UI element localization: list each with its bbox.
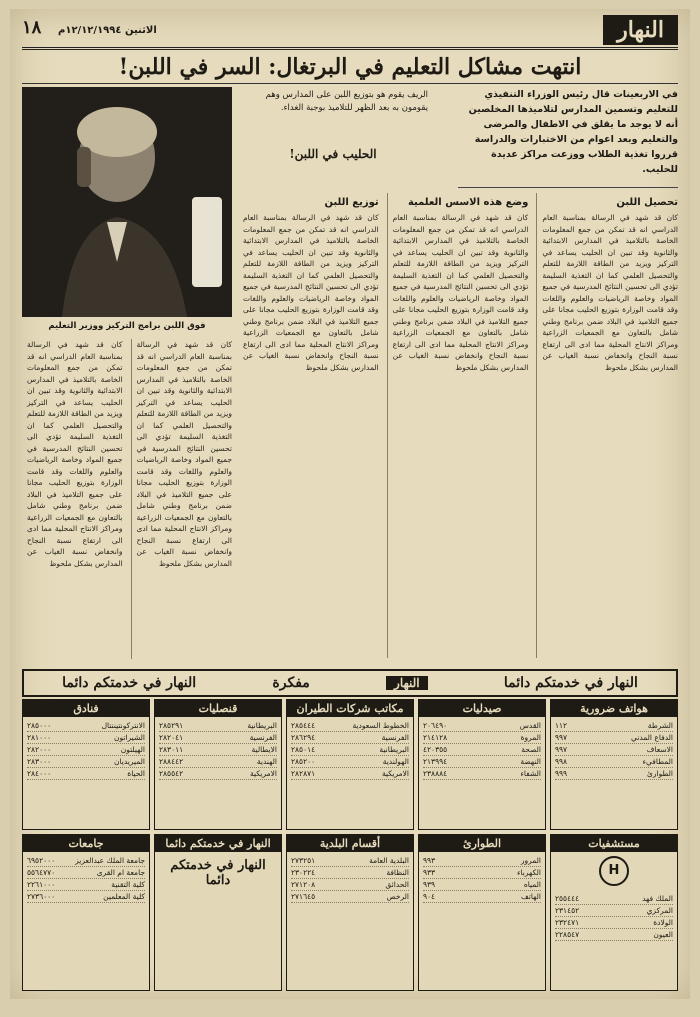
directory-card bbox=[154, 834, 282, 991]
directory-entry bbox=[423, 879, 541, 891]
entry-phone: ٢٨٣٠١١ bbox=[159, 745, 184, 754]
directory-card-title: أقسام البلدية bbox=[287, 835, 413, 852]
directory-entry bbox=[159, 732, 277, 744]
directory-entry bbox=[291, 756, 409, 768]
entry-name: الولادة bbox=[653, 918, 673, 927]
directory-card-title: قنصليات bbox=[155, 700, 281, 717]
entry-phone: ٢٨٥٠٠٠ bbox=[27, 721, 52, 730]
article-column bbox=[536, 193, 678, 658]
photo bbox=[22, 87, 232, 317]
entry-name: المياه bbox=[523, 880, 541, 889]
entry-name: الحدائق bbox=[385, 880, 409, 889]
masthead bbox=[22, 15, 678, 50]
directory-card-title: مكاتب شركات الطيران bbox=[287, 700, 413, 717]
directory-card bbox=[286, 834, 414, 991]
directory-entry bbox=[291, 744, 409, 756]
article-column bbox=[387, 193, 529, 658]
directory-entry bbox=[27, 879, 145, 891]
directory-card-title: جامعات bbox=[23, 835, 149, 852]
entry-phone: ٩٩٧ bbox=[555, 745, 568, 754]
entry-phone: ٢٨٢٨٧١ bbox=[291, 769, 316, 778]
dateline: الاثنين ١٢/١٢/١٩٩٤م bbox=[58, 25, 157, 36]
entry-phone: ٢٣٢٤٧١ bbox=[555, 918, 580, 927]
directory-grid bbox=[22, 699, 678, 991]
entry-name: القدس bbox=[519, 721, 541, 730]
entry-name: الهولندية bbox=[382, 757, 409, 766]
directory-card-title: هواتف ضرورية bbox=[551, 700, 677, 717]
directory-entry bbox=[423, 855, 541, 867]
directory-entry bbox=[291, 855, 409, 867]
entry-phone: ٩٣٩ bbox=[423, 880, 436, 889]
box-subheading: الحليب في اللبن! bbox=[289, 147, 377, 161]
entry-phone: ١١٢ bbox=[555, 721, 568, 730]
intro-text: الريف يقوم هو بتوزيع اللبن على المدارس وهم يقومون به بعد الظهر للتلاميذ بوجبة الغداء. bbox=[265, 90, 428, 113]
entry-phone: ٢٨٤٠٠٠ bbox=[27, 769, 52, 778]
directory-entry bbox=[291, 732, 409, 744]
subheading: توزيع اللبن bbox=[324, 197, 379, 208]
directory-entry bbox=[159, 720, 277, 732]
photo-caption: فوق اللبن برامج التركيز ووزير التعليم bbox=[48, 321, 206, 331]
subheading: تحصيل اللبن bbox=[616, 197, 678, 208]
entry-phone: ٢٣١٤٥٢ bbox=[555, 906, 580, 915]
entry-phone: ٢٨٦٢٩٤ bbox=[291, 733, 316, 742]
directory-entry bbox=[423, 744, 541, 756]
entry-phone: ٩٩٩ bbox=[555, 769, 568, 778]
entry-name: الكهرباء bbox=[516, 868, 541, 877]
entry-name: المطافيء bbox=[642, 757, 673, 766]
directory-entry bbox=[555, 732, 673, 744]
directory-entry bbox=[27, 732, 145, 744]
directory-card-title: الطوارئ bbox=[419, 835, 545, 852]
entry-name: الفرنسية bbox=[249, 733, 277, 742]
entry-name: الفرنسية bbox=[381, 733, 409, 742]
entry-name: جامعة ام القرى bbox=[96, 868, 145, 877]
entry-phone: ٢٨٥٢٩١ bbox=[159, 721, 184, 730]
newspaper-page bbox=[10, 9, 690, 999]
directory-entry bbox=[555, 756, 673, 768]
entry-name: الاسعاف bbox=[646, 745, 673, 754]
entry-phone: ٢٨٣٠٠٠ bbox=[27, 757, 52, 766]
directory-entry bbox=[291, 891, 409, 903]
entry-name: الرخص bbox=[386, 892, 409, 901]
entry-name: الهندية bbox=[256, 757, 277, 766]
entry-name: الطوارئ bbox=[647, 769, 673, 778]
directory-entry bbox=[27, 744, 145, 756]
entry-name: الشفاء bbox=[520, 769, 541, 778]
entry-phone: ٢٥٥٤٤٤ bbox=[555, 894, 580, 903]
directory-card bbox=[22, 699, 150, 830]
entry-name: البلدية العامة bbox=[369, 856, 409, 865]
band-slogan: النهار في خدمتكم دائما bbox=[503, 675, 638, 691]
entry-phone: ٢١٣٩٩٤ bbox=[423, 757, 448, 766]
entry-phone: ٩٣٣ bbox=[423, 868, 436, 877]
directory-card-title: صيدليات bbox=[419, 700, 545, 717]
logo: النهار bbox=[603, 15, 678, 45]
directory-entry bbox=[27, 867, 145, 879]
entry-name: الهيلتون bbox=[120, 745, 145, 754]
entry-phone: ٤٢٠٣٥٥ bbox=[423, 745, 448, 754]
entry-name: البريطانية bbox=[247, 721, 277, 730]
directory-entry bbox=[555, 917, 673, 929]
hospital-icon: H bbox=[599, 856, 629, 886]
entry-phone: ٢٧٣٢٥١ bbox=[291, 856, 316, 865]
band-tag: النهار bbox=[386, 676, 428, 690]
subheading: وضع هذه الاسس العلمية bbox=[407, 197, 529, 208]
promo-text: النهار في خدمتكم دائما bbox=[170, 858, 266, 888]
directory-entry bbox=[423, 768, 541, 780]
entry-phone: ٩٩٣ bbox=[423, 856, 436, 865]
entry-name: جامعة الملك عبدالعزيز bbox=[75, 856, 145, 865]
article-column bbox=[238, 193, 379, 658]
ad-band bbox=[22, 669, 678, 697]
directory-entry bbox=[159, 756, 277, 768]
directory-card bbox=[550, 699, 678, 830]
directory-entry bbox=[555, 905, 673, 917]
entry-name: الحياة bbox=[127, 769, 145, 778]
band-slogan: النهار في خدمتكم دائما bbox=[62, 675, 197, 691]
directory-entry bbox=[27, 891, 145, 903]
directory-entry bbox=[291, 879, 409, 891]
entry-phone: ٩٩٧ bbox=[555, 733, 568, 742]
entry-phone: ٢٨٢٠٠٠ bbox=[27, 745, 52, 754]
entry-phone: ٢١٤١٢٨ bbox=[423, 733, 448, 742]
entry-name: الصحة bbox=[521, 745, 541, 754]
directory-entry bbox=[27, 720, 145, 732]
entry-phone: ٢٣٠٢٢٤ bbox=[291, 868, 316, 877]
directory-entry bbox=[159, 744, 277, 756]
directory-card-title: فنادق bbox=[23, 700, 149, 717]
directory-card bbox=[154, 699, 282, 830]
entry-phone: ٩٩٨ bbox=[555, 757, 568, 766]
entry-name: المركزي bbox=[646, 906, 673, 915]
entry-name: البريطانية bbox=[379, 745, 409, 754]
directory-card-title: النهار في خدمتكم دائما bbox=[155, 835, 281, 852]
entry-phone: ٢٧١٢٠٨ bbox=[291, 880, 316, 889]
lead-paragraph: في الاربعينات قال رئيس الوزراء التنفيذي للتعليم وتسمين المدارس لتلاميذها المخلصين أنه لا يوجد ما يقلق في الاطفال والمرضى والتعليم وبعد اعوام من الاختبارات والدراسة قرروا تغذية الطلاب ووزعت مراكز عديدة للحليب. bbox=[458, 87, 678, 188]
directory-card-title: مستشفيات bbox=[551, 835, 677, 852]
directory-entry bbox=[423, 756, 541, 768]
directory-entry bbox=[423, 891, 541, 903]
entry-phone: ٢٨٥٤٤٤ bbox=[291, 721, 316, 730]
directory-entry bbox=[159, 768, 277, 780]
entry-phone: ٢٣٨٨٨٤ bbox=[423, 769, 448, 778]
article-columns-left bbox=[22, 339, 232, 659]
page-number: ١٨ bbox=[22, 17, 42, 38]
directory-entry bbox=[555, 744, 673, 756]
article-column bbox=[22, 339, 123, 659]
body-text: كان قد شهد في الرسالة بمناسبة العام الدراسي انه قد تمكن من جمع المعلومات الخاصة بالتلاميذ في المدارس الابتدائية والثانوية وقد تبين ان الحليب يساعد في التركيز ويزيد من الطاقة اللازمة للتعلم والتحصيل العلمي كما ان التغذية السليمة تؤدي الى تحسين النتائج المدرسية في جميع المواد وخاصة الرياضيات والعلوم واللغات وقد قامت الوزارة بتوزيع الحليب مجانا على جميع التلاميذ في البلاد ضمن برنامج وطني شامل بالتعاون مع الجمعيات الزراعية ومراكز الانتاج المحلية مما ادى الى ارتفاع نسبة النجاح وانخفاض نسبة الغياب عن المدارس بشكل ملحوظ bbox=[542, 213, 678, 372]
entry-name: كلية المعلمين bbox=[103, 892, 145, 901]
entry-name: النهضة bbox=[520, 757, 541, 766]
directory-entry bbox=[291, 720, 409, 732]
directory-entry bbox=[423, 720, 541, 732]
entry-phone: ٢٠٦٤٩٠ bbox=[423, 721, 448, 730]
directory-entry bbox=[291, 768, 409, 780]
entry-name: الملك فهد bbox=[642, 894, 673, 903]
entry-name: الشرطة bbox=[647, 721, 673, 730]
entry-name: المروة bbox=[520, 733, 541, 742]
article-column bbox=[131, 339, 233, 659]
directory-entry bbox=[27, 855, 145, 867]
entry-phone: ٢٨١٠٠٠ bbox=[27, 733, 52, 742]
photo-illustration bbox=[22, 87, 232, 317]
body-text: كان قد شهد في الرسالة بمناسبة العام الدراسي انه قد تمكن من جمع المعلومات الخاصة بالتلاميذ في المدارس الابتدائية والثانوية وقد تبين ان الحليب يساعد في التركيز ويزيد من الطاقة اللازمة للتعلم والتحصيل العلمي كما ان التغذية السليمة تؤدي الى تحسين النتائج المدرسية في جميع المواد وخاصة الرياضيات والعلوم واللغات وقد قامت الوزارة بتوزيع الحليب مجانا على جميع التلاميذ في البلاد ضمن برنامج وطني شامل بالتعاون مع الجمعيات الزراعية ومراكز الانتاج المحلية مما ادى الى ارتفاع نسبة النجاح وانخفاض نسبة الغياب عن المدارس بشكل ملحوظ bbox=[136, 340, 232, 568]
directory-card bbox=[418, 834, 546, 991]
directory-entry bbox=[27, 756, 145, 768]
entry-phone: ٢٨٥٢٠٠ bbox=[291, 757, 316, 766]
body-text: كان قد شهد في الرسالة بمناسبة العام الدراسي انه قد تمكن من جمع المعلومات الخاصة بالتلاميذ في المدارس الابتدائية والثانوية وقد تبين ان الحليب يساعد في التركيز ويزيد من الطاقة اللازمة للتعلم والتحصيل العلمي كما ان التغذية السليمة تؤدي الى تحسين النتائج المدرسية في جميع المواد وخاصة الرياضيات والعلوم واللغات وقد قامت الوزارة بتوزيع الحليب مجانا على جميع التلاميذ في البلاد ضمن برنامج وطني شامل بالتعاون مع الجمعيات الزراعية ومراكز الانتاج المحلية مما ادى الى ارتفاع نسبة النجاح وانخفاض نسبة الغياب عن المدارس بشكل ملحوظ bbox=[27, 340, 123, 568]
directory-entry bbox=[555, 768, 673, 780]
directory-entry bbox=[423, 867, 541, 879]
entry-phone: ٩٠٤ bbox=[423, 892, 436, 901]
entry-phone: ٢٢٦١٠٠٠ bbox=[27, 880, 56, 889]
entry-name: النظافة bbox=[386, 868, 409, 877]
entry-phone: ٢٧٣٦٠٠٠ bbox=[27, 892, 56, 901]
entry-phone: ٦٩٥٢٠٠٠ bbox=[27, 856, 56, 865]
band-mid: مفكرة bbox=[272, 675, 310, 691]
entry-phone: ٥٥٦٤٧٧٠ bbox=[27, 868, 56, 877]
body-text: كان قد شهد في الرسالة بمناسبة العام الدراسي انه قد تمكن من جمع المعلومات الخاصة بالتلاميذ في المدارس الابتدائية والثانوية وقد تبين ان الحليب يساعد في التركيز ويزيد من الطاقة اللازمة للتعلم والتحصيل العلمي كما ان التغذية السليمة تؤدي الى تحسين النتائج المدرسية في جميع المواد وخاصة الرياضيات والعلوم واللغات وقد قامت الوزارة بتوزيع الحليب مجانا على جميع التلاميذ في البلاد ضمن برنامج وطني شامل بالتعاون مع الجمعيات الزراعية ومراكز الانتاج المحلية مما ادى الى ارتفاع نسبة النجاح وانخفاض نسبة الغياب عن المدارس بشكل ملحوظ bbox=[392, 213, 529, 372]
directory-card bbox=[418, 699, 546, 830]
entry-phone: ٢٨٥٥٤٢ bbox=[159, 769, 184, 778]
body-text: كان قد شهد في الرسالة بمناسبة العام الدراسي انه قد تمكن من جمع المعلومات الخاصة بالتلاميذ في المدارس الابتدائية والثانوية وقد تبين ان الحليب يساعد في التركيز ويزيد من الطاقة اللازمة للتعلم والتحصيل العلمي كما ان التغذية السليمة تؤدي الى تحسين النتائج المدرسية في جميع المواد وخاصة الرياضيات والعلوم واللغات وقد قامت الوزارة بتوزيع الحليب مجانا على جميع التلاميذ في البلاد ضمن برنامج وطني شامل بالتعاون مع الجمعيات الزراعية ومراكز الانتاج المحلية مما ادى الى ارتفاع نسبة النجاح وانخفاض نسبة الغياب عن المدارس بشكل ملحوظ bbox=[242, 213, 379, 372]
directory-entry bbox=[423, 732, 541, 744]
entry-name: الخطوط السعودية bbox=[352, 721, 409, 730]
entry-name: الشيراتون bbox=[113, 733, 145, 742]
directory-entry bbox=[555, 893, 673, 905]
entry-name: العيون bbox=[653, 930, 673, 939]
headline: انتهت مشاكل التعليم في البرتغال: السر في اللبن! bbox=[22, 51, 678, 84]
entry-name: الميريديان bbox=[113, 757, 145, 766]
entry-phone: ٢٢٨٥٤٧ bbox=[555, 930, 580, 939]
entry-phone: ٢٨٨٤٤٢ bbox=[159, 757, 184, 766]
entry-phone: ٢٨٢٠٤١ bbox=[159, 733, 184, 742]
directory-card bbox=[22, 834, 150, 991]
entry-name: الامريكية bbox=[249, 769, 277, 778]
directory-entry bbox=[555, 720, 673, 732]
entry-name: المرور bbox=[520, 856, 541, 865]
entry-name: الدفاع المدني bbox=[630, 733, 673, 742]
entry-name: الامريكية bbox=[381, 769, 409, 778]
directory-entry bbox=[27, 768, 145, 780]
directory-entry bbox=[291, 867, 409, 879]
directory-card bbox=[286, 699, 414, 830]
entry-name: الهاتف bbox=[521, 892, 541, 901]
entry-name: الايطالية bbox=[251, 745, 277, 754]
directory-card bbox=[550, 834, 678, 991]
entry-phone: ٢٧١٦٤٥ bbox=[291, 892, 316, 901]
entry-phone: ٢٨٥٠١٤ bbox=[291, 745, 316, 754]
directory-entry bbox=[555, 929, 673, 941]
article-columns bbox=[238, 193, 678, 658]
entry-name: كلية التقنية bbox=[111, 880, 145, 889]
entry-name: الانتركونتيننتال bbox=[101, 721, 145, 730]
